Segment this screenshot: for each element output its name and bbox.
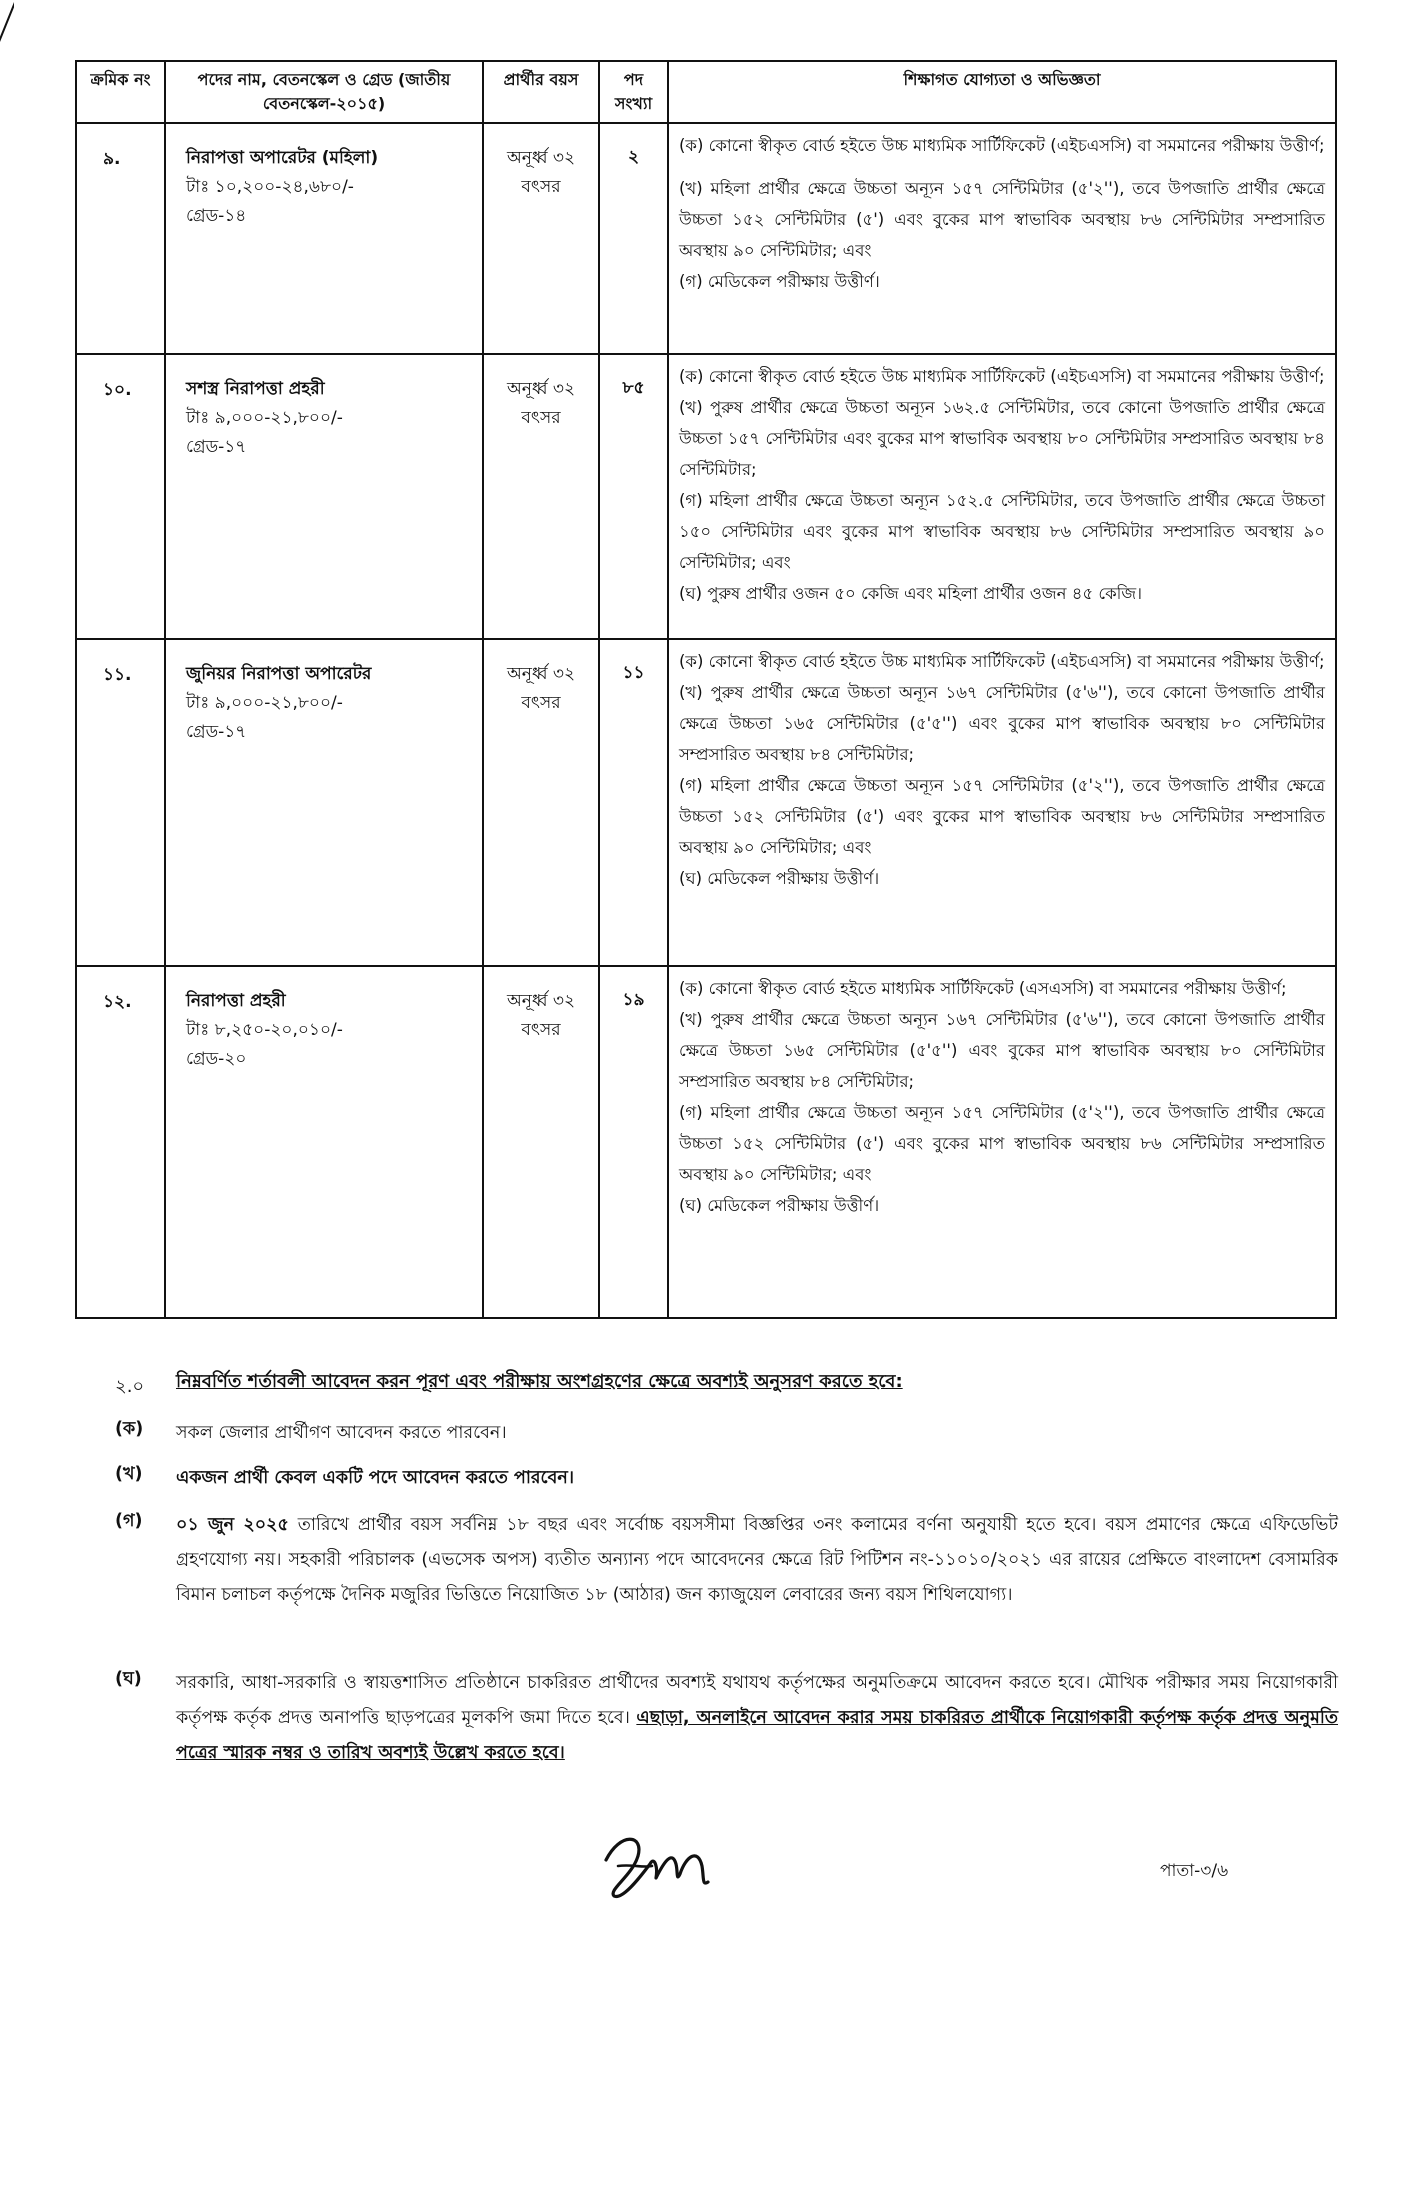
row-age: অনূর্ধ্ব ৩২ বৎসর bbox=[483, 639, 599, 966]
row-qualification bbox=[668, 123, 1336, 354]
row-post bbox=[165, 639, 483, 966]
section-heading: নিম্নবর্ণিত শর্তাবলী আবেদন করন পূরণ এবং পরীক্ষায় অংশগ্রহণের ক্ষেত্রে অবশ্যই অনুসরণ করতে হবে: bbox=[176, 1371, 903, 1392]
table-row bbox=[76, 123, 1336, 354]
condition-label: (ঘ) bbox=[115, 1669, 142, 1689]
post-name: নিরাপত্তা অপারেটর (মহিলা) bbox=[186, 148, 379, 168]
row-count: ২ bbox=[599, 123, 668, 354]
row-serial: ১১. bbox=[76, 639, 165, 966]
page-number: পাতা-৩/৬ bbox=[1160, 1861, 1229, 1881]
condition-text: একজন প্রার্থী কেবল একটি পদে আবেদন করতে পারবেন। bbox=[176, 1468, 575, 1488]
emphasis-text: এছাড়া, অনলাইনে আবেদন করার সময় চাকরিরত প্রার্থীকে নিয়োগকারী কর্তৃপক্ষ কর্তৃক প্রদত্ত অনুমতি পত্রের স্মারক নম্বর ও তারিখ অবশ্যই উল্লেখ করতে হবে। bbox=[176, 1708, 1339, 1763]
post-name: জুনিয়র নিরাপত্তা অপারেটর bbox=[186, 664, 372, 684]
qualification-item: (ক) কোনো স্বীকৃত বোর্ড হইতে উচ্চ মাধ্যমিক সার্টিফিকেট (এইচএসসি) বা সমমানের পরীক্ষায় উত্তীর্ণ; bbox=[679, 367, 1325, 386]
grade: গ্রেড-১৭ bbox=[186, 437, 247, 457]
row-serial: ৯. bbox=[76, 123, 165, 354]
qualification-item: (ঘ) মেডিকেল পরীক্ষায় উত্তীর্ণ। bbox=[679, 1196, 880, 1215]
header-count: পদ সংখ্যা bbox=[599, 61, 668, 123]
qualification-item: (খ) মহিলা প্রার্থীর ক্ষেত্রে উচ্চতা অন্যূন ১৫৭ সেন্টিমিটার (৫'২''), তবে উপজাতি প্রার্থীর ক্ষেত্রে উচ্চতা ১৫২ সেন্টিমিটার (৫') এবং বুকের মাপ স্বাভাবিক অবস্থায় ৮৬ সেন্টিমিটার সম্প্রসারিত অবস্থায় ৯০ সেন্টিমিটার; এবং bbox=[679, 179, 1325, 260]
pay-scale: টাঃ ৮,২৫০-২০,০১০/- bbox=[186, 1020, 343, 1040]
condition-label: (ক) bbox=[115, 1419, 144, 1439]
table-row bbox=[76, 639, 1336, 966]
section-number: ২.০ bbox=[115, 1376, 145, 1397]
pay-scale: টাঃ ৯,০০০-২১,৮০০/- bbox=[186, 693, 343, 713]
grade: গ্রেড-২০ bbox=[186, 1049, 247, 1069]
row-count: ৮৫ bbox=[599, 354, 668, 639]
header-qualification: শিক্ষাগত যোগ্যতা ও অভিজ্ঞতা bbox=[668, 61, 1336, 123]
qualification-item: (ঘ) মেডিকেল পরীক্ষায় উত্তীর্ণ। bbox=[679, 869, 880, 888]
row-qualification bbox=[668, 354, 1336, 639]
condition-text: সকল জেলার প্রার্থীগণ আবেদন করতে পারবেন। bbox=[176, 1423, 507, 1443]
grade: গ্রেড-১৪ bbox=[186, 206, 247, 226]
pay-scale: টাঃ ১০,২০০-২৪,৬৮০/- bbox=[186, 177, 354, 197]
table-row bbox=[76, 966, 1336, 1318]
row-serial: ১০. bbox=[76, 354, 165, 639]
row-count: ১১ bbox=[599, 639, 668, 966]
qualification-item: (গ) মেডিকেল পরীক্ষায় উত্তীর্ণ। bbox=[679, 272, 880, 291]
post-name: নিরাপত্তা প্রহরী bbox=[186, 991, 286, 1011]
row-age: অনূর্ধ্ব ৩২ বৎসর bbox=[483, 966, 599, 1318]
grade: গ্রেড-১৭ bbox=[186, 722, 247, 742]
corner-scan-mark bbox=[0, 0, 14, 44]
row-post bbox=[165, 354, 483, 639]
header-serial: ক্রমিক নং bbox=[76, 61, 165, 123]
condition-label: (খ) bbox=[115, 1464, 143, 1484]
qualification-item: (ক) কোনো স্বীকৃত বোর্ড হইতে মাধ্যমিক সার্টিফিকেট (এসএসসি) বা সমমানের পরীক্ষায় উত্তীর্ণ; bbox=[679, 979, 1287, 998]
row-qualification bbox=[668, 966, 1336, 1318]
qualification-item: (খ) পুরুষ প্রার্থীর ক্ষেত্রে উচ্চতা অন্যূন ১৬৭ সেন্টিমিটার (৫'৬''), তবে কোনো উপজাতি প্রার্থীর ক্ষেত্রে উচ্চতা ১৬৫ সেন্টিমিটার (৫'৫'') এবং বুকের মাপ স্বাভাবিক অবস্থায় ৮০ সেন্টিমিটার সম্প্রসারিত অবস্থায় ৮৪ সেন্টিমিটার; bbox=[679, 1010, 1325, 1091]
row-qualification bbox=[668, 639, 1336, 966]
header-age: প্রার্থীর বয়স bbox=[483, 61, 599, 123]
row-post bbox=[165, 966, 483, 1318]
signature bbox=[598, 1826, 730, 1902]
qualification-item: (খ) পুরুষ প্রার্থীর ক্ষেত্রে উচ্চতা অন্যূন ১৬৭ সেন্টিমিটার (৫'৬''), তবে কোনো উপজাতি প্রার্থীর ক্ষেত্রে উচ্চতা ১৬৫ সেন্টিমিটার (৫'৫'') এবং বুকের মাপ স্বাভাবিক অবস্থায় ৮০ সেন্টিমিটার সম্প্রসারিত অবস্থায় ৮৪ সেন্টিমিটার; bbox=[679, 683, 1325, 764]
qualification-item: (ক) কোনো স্বীকৃত বোর্ড হইতে উচ্চ মাধ্যমিক সার্টিফিকেট (এইচএসসি) বা সমমানের পরীক্ষায় উত্তীর্ণ; bbox=[679, 136, 1325, 155]
row-age: অনূর্ধ্ব ৩২ বৎসর bbox=[483, 123, 599, 354]
row-post bbox=[165, 123, 483, 354]
condition-text: ০১ জুন ২০২৫ তারিখে প্রার্থীর বয়স সর্বনিম্ন ১৮ বছর এবং সর্বোচ্চ বয়সসীমা বিজ্ঞপ্তির ৩নং কলামের বর্ণনা অনুযায়ী হতে হবে। বয়স প্রমাণের ক্ষেত্রে এফিডেভিট গ্রহণযোগ্য নয়। সহকারী পরিচালক (এভসেক অপস) ব্যতীত অন্যান্য পদে আবেদনের ক্ষেত্রে রিট পিটিশন নং-১১০১০/২০২১ এর রায়ের প্রেক্ষিতে বাংলাদেশ বেসামরিক বিমান চলাচল কর্তৃপক্ষে দৈনিক মজুরির ভিত্তিতে নিয়োজিত ১৮ (আঠার) জন ক্যাজুয়েল লেবারের জন্য বয়স শিথিলযোগ্য। bbox=[176, 1515, 1338, 1605]
table-row bbox=[76, 354, 1336, 639]
condition-text: সরকারি, আধা-সরকারি ও স্বায়ত্তশাসিত প্রতিষ্ঠানে চাকরিরত প্রার্থীদের অবশ্যই যথাযথ কর্তৃপক্ষের অনুমতিক্রমে আবেদন করতে হবে। মৌখিক পরীক্ষার সময় নিয়োগকারী কর্তৃপক্ষ কর্তৃক প্রদত্ত অনাপত্তি ছাড়পত্রের মূলকপি জমা দিতে হবে। এছাড়া, অনলাইনে আবেদন করার সময় চাকরিরত প্রার্থীকে নিয়োগকারী কর্তৃপক্ষ কর্তৃক প্রদত্ত অনুমতি পত্রের স্মারক নম্বর ও তারিখ অবশ্যই উল্লেখ করতে হবে। bbox=[176, 1673, 1339, 1763]
condition-label: (গ) bbox=[115, 1511, 143, 1531]
qualification-item: (খ) পুরুষ প্রার্থীর ক্ষেত্রে উচ্চতা অন্যূন ১৬২.৫ সেন্টিমিটার, তবে কোনো উপজাতি প্রার্থীর ক্ষেত্রে উচ্চতা ১৫৭ সেন্টিমিটার এবং বুকের মাপ স্বাভাবিক অবস্থায় ৮০ সেন্টিমিটার সম্প্রসারিত অবস্থায় ৮৪ সেন্টিমিটার; bbox=[679, 398, 1325, 479]
row-count: ১৯ bbox=[599, 966, 668, 1318]
row-age: অনূর্ধ্ব ৩২ বৎসর bbox=[483, 354, 599, 639]
effective-date: ০১ জুন ২০২৫ bbox=[176, 1515, 289, 1535]
qualification-item: (গ) মহিলা প্রার্থীর ক্ষেত্রে উচ্চতা অন্যূন ১৫৭ সেন্টিমিটার (৫'২''), তবে উপজাতি প্রার্থীর ক্ষেত্রে উচ্চতা ১৫২ সেন্টিমিটার (৫') এবং বুকের মাপ স্বাভাবিক অবস্থায় ৮৬ সেন্টিমিটার সম্প্রসারিত অবস্থায় ৯০ সেন্টিমিটার; এবং bbox=[679, 776, 1325, 857]
row-serial: ১২. bbox=[76, 966, 165, 1318]
table-header-row bbox=[76, 61, 1336, 123]
recruitment-table bbox=[75, 60, 1337, 1319]
pay-scale: টাঃ ৯,০০০-২১,৮০০/- bbox=[186, 408, 343, 428]
header-post: পদের নাম, বেতনস্কেল ও গ্রেড (জাতীয় বেতনস্কেল-২০১৫) bbox=[165, 61, 483, 123]
post-name: সশস্ত্র নিরাপত্তা প্রহরী bbox=[186, 379, 325, 399]
qualification-item: (গ) মহিলা প্রার্থীর ক্ষেত্রে উচ্চতা অন্যূন ১৫২.৫ সেন্টিমিটার, তবে উপজাতি প্রার্থীর ক্ষেত্রে উচ্চতা ১৫০ সেন্টিমিটার এবং বুকের মাপ স্বাভাবিক অবস্থায় ৮৬ সেন্টিমিটার সম্প্রসারিত অবস্থায় ৯০ সেন্টিমিটার; এবং bbox=[679, 491, 1325, 572]
qualification-item: (ঘ) পুরুষ প্রার্থীর ওজন ৫০ কেজি এবং মহিলা প্রার্থীর ওজন ৪৫ কেজি। bbox=[679, 584, 1143, 603]
qualification-item: (ক) কোনো স্বীকৃত বোর্ড হইতে উচ্চ মাধ্যমিক সার্টিফিকেট (এইচএসসি) বা সমমানের পরীক্ষায় উত্তীর্ণ; bbox=[679, 652, 1325, 671]
qualification-item: (গ) মহিলা প্রার্থীর ক্ষেত্রে উচ্চতা অন্যূন ১৫৭ সেন্টিমিটার (৫'২''), তবে উপজাতি প্রার্থীর ক্ষেত্রে উচ্চতা ১৫২ সেন্টিমিটার (৫') এবং বুকের মাপ স্বাভাবিক অবস্থায় ৮৬ সেন্টিমিটার সম্প্রসারিত অবস্থায় ৯০ সেন্টিমিটার; এবং bbox=[679, 1103, 1325, 1184]
